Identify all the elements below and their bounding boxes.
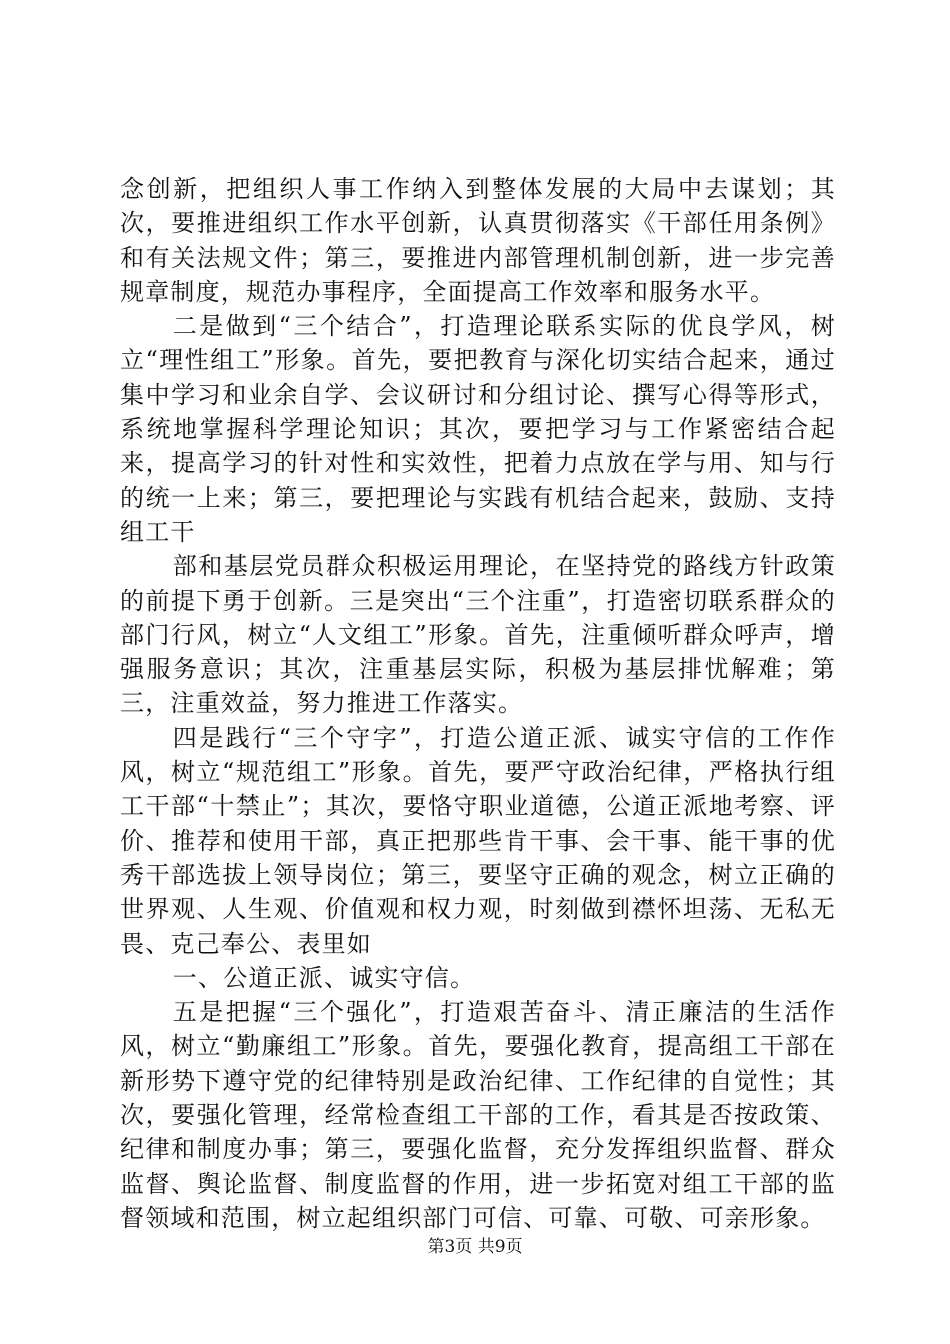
paragraph-3: 部和基层党员群众积极运用理论，在坚持党的路线方针政策的前提下勇于创新。三是突出“三个注重”，打造密切联系群众的部门行风，树立“人文组工”形象。首先，注重倾听群众呼声，增强服务意识；其次，注重基层实际，积极为基层排忧解难；第三，注重效益，努力推进工作落实。 bbox=[120, 552, 836, 718]
page-footer: 第3页 共9页 bbox=[427, 1237, 523, 1257]
paragraph-6: 五是把握“三个强化”，打造艰苦奋斗、清正廉洁的生活作风，树立“勤廉组工”形象。首先，要强化教育，提高组工干部在新形势下遵守党的纪律特别是政治纪律、工作纪律的自觉性；其次，要强化管理，经常检查组工干部的工作，看其是否按政策、纪律和制度办事；第三，要强化监督，充分发挥组织监督、群众监督、舆论监督、制度监督的作用，进一步拓宽对组工干部的监督领域和范围，树立起组织部门可信、可靠、可敬、可亲形象。 bbox=[120, 998, 836, 1232]
paragraph-2: 二是做到“三个结合”，打造理论联系实际的优良学风，树立“理性组工”形象。首先，要把教育与深化切实结合起来，通过集中学习和业余自学、会议研讨和分组讨论、撰写心得等形式，系统地掌握科学理论知识；其次，要把学习与工作紧密结合起来，提高学习的针对性和实效性，把着力点放在学与用、知与行的统一上来；第三，要把理论与实践有机结合起来，鼓励、支持组工干 bbox=[120, 312, 836, 546]
paragraph-4: 四是践行“三个守字”，打造公道正派、诚实守信的工作作风，树立“规范组工”形象。首先，要严守政治纪律，严格执行组工干部“十禁止”；其次，要恪守职业道德，公道正派地考察、评价、推荐和使用干部，真正把那些肯干事、会干事、能干事的优秀干部选拔上领导岗位；第三，要坚守正确的观念，树立正确的世界观、人生观、价值观和权力观，时刻做到襟怀坦荡、无私无畏、克己奉公、表里如 bbox=[120, 723, 836, 958]
document-body bbox=[120, 172, 836, 1235]
paragraph-1: 念创新，把组织人事工作纳入到整体发展的大局中去谋划；其次，要推进组织工作水平创新，认真贯彻落实《干部任用条例》和有关法规文件；第三，要推进内部管理机制创新，进一步完善规章制度，规范办事程序，全面提高工作效率和服务水平。 bbox=[120, 175, 836, 306]
paragraph-5: 一、公道正派、诚实守信。 bbox=[172, 963, 476, 992]
